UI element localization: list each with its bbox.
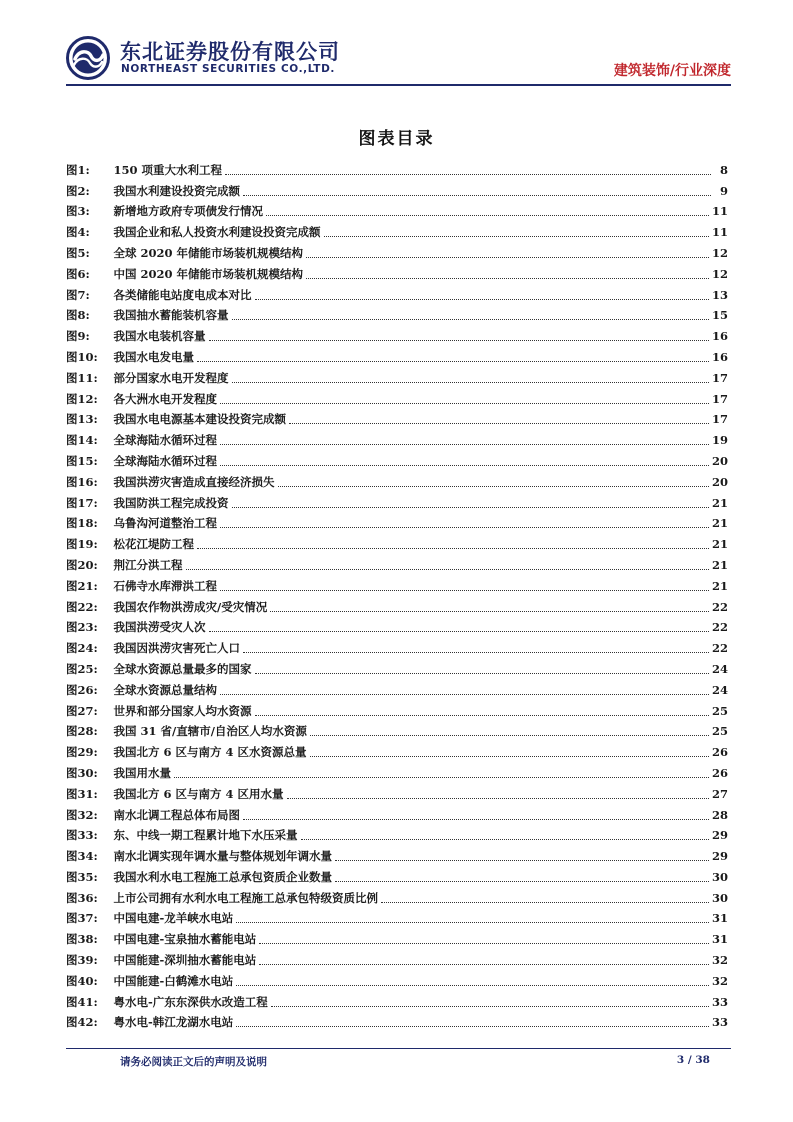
toc-leader-dots xyxy=(174,777,709,778)
toc-entry-caption: 我国因洪涝灾害死亡人口 xyxy=(113,641,240,656)
toc-entry-label: 图 xyxy=(66,973,78,988)
toc-entry-page: 27 xyxy=(711,786,728,801)
toc-entry-caption: 中国电建-宝泉抽水蓄能电站 xyxy=(113,932,257,947)
toc-entry-caption: 我国水电装机容量 xyxy=(113,329,206,344)
toc-entry-number: 9: xyxy=(77,329,90,344)
toc-entry-number: 1: xyxy=(77,162,90,177)
toc-leader-dots xyxy=(220,444,709,445)
toc-entry[interactable] xyxy=(66,219,728,240)
toc-leader-dots xyxy=(287,798,709,799)
toc-entry-caption: 我国北方 6 区与南方 4 区用水量 xyxy=(113,786,284,801)
toc-entry-caption: 松花江堤防工程 xyxy=(113,537,194,552)
toc-entry-label: 图 xyxy=(66,245,78,260)
toc-entry-caption: 东、中线一期工程累计地下水压采量 xyxy=(113,828,298,843)
toc-entry-caption: 我国北方 6 区与南方 4 区水资源总量 xyxy=(113,745,307,760)
toc-entry-label: 图 xyxy=(66,266,78,281)
toc-entry-caption: 我国水利水电工程施工总承包资质企业数量 xyxy=(113,869,332,884)
toc-entry-number: 32: xyxy=(77,807,98,822)
toc-entry[interactable] xyxy=(66,511,728,532)
toc-entry-number: 2: xyxy=(77,183,90,198)
toc-entry[interactable] xyxy=(66,906,728,927)
toc-entry-number: 8: xyxy=(77,308,90,323)
toc-entry-page: 20 xyxy=(711,474,728,489)
toc-leader-dots xyxy=(255,715,709,716)
toc-entry-page: 29 xyxy=(711,849,728,864)
toc-entry-page: 32 xyxy=(711,973,728,988)
toc-leader-dots xyxy=(197,361,709,362)
toc-entry-page: 16 xyxy=(711,349,728,364)
toc-entry-caption: 全球水资源总量结构 xyxy=(113,682,217,697)
toc-entry-label: 图 xyxy=(66,433,78,448)
toc-entry-caption: 我国企业和私人投资水利建设投资完成额 xyxy=(113,225,321,240)
header-divider xyxy=(66,84,731,86)
toc-entry[interactable] xyxy=(66,407,728,428)
toc-entry-page: 13 xyxy=(711,287,728,302)
toc-leader-dots xyxy=(310,735,709,736)
toc-entry-label: 图 xyxy=(66,308,78,323)
toc-entry-page: 21 xyxy=(711,516,728,531)
toc-entry-number: 20: xyxy=(77,557,98,572)
toc-entry-number: 34: xyxy=(77,849,98,864)
page-indicator: 3 / 38 xyxy=(676,1054,710,1066)
toc-entry-label: 图 xyxy=(66,786,78,801)
toc-entry-caption: 我国 31 省/直辖市/自治区人均水资源 xyxy=(113,724,307,739)
toc-entry-number: 33: xyxy=(77,828,98,843)
toc-leader-dots xyxy=(266,215,709,216)
toc-entry-label: 图 xyxy=(66,578,78,593)
toc-entry-label: 图 xyxy=(66,953,78,968)
toc-entry-label: 图 xyxy=(66,765,78,780)
toc-entry-page: 24 xyxy=(711,682,728,697)
toc-entry-number: 25: xyxy=(77,661,98,676)
toc-entry-number: 12: xyxy=(77,391,98,406)
company-name-en: NORTHEAST SECURITIES CO.,LTD. xyxy=(121,63,335,75)
toc-entry-page: 31 xyxy=(711,932,728,947)
toc-title: 图表目录 xyxy=(358,129,435,149)
toc-entry-label: 图 xyxy=(66,932,78,947)
toc-entry-label: 图 xyxy=(66,994,78,1009)
toc-entry-number: 10: xyxy=(77,349,98,364)
toc-entry-page: 22 xyxy=(711,641,728,656)
toc-entry[interactable] xyxy=(66,781,728,802)
toc-entry-number: 17: xyxy=(77,495,98,510)
toc-entry-caption: 各大洲水电开发程度 xyxy=(113,391,217,406)
toc-leader-dots xyxy=(278,486,709,487)
toc-entry[interactable] xyxy=(66,677,728,698)
toc-entry-caption: 我国洪涝受灾人次 xyxy=(113,620,206,635)
toc-entry[interactable] xyxy=(66,719,728,740)
toc-entry[interactable] xyxy=(66,303,728,324)
toc-entry-label: 图 xyxy=(66,828,78,843)
toc-entry[interactable] xyxy=(66,760,728,781)
toc-entry-page: 9 xyxy=(719,183,728,198)
toc-entry-number: 26: xyxy=(77,682,98,697)
toc-entry[interactable] xyxy=(66,427,728,448)
toc-entry-caption: 中国电建-龙羊峡水电站 xyxy=(113,911,234,926)
toc-leader-dots xyxy=(232,382,709,383)
toc-entry[interactable] xyxy=(66,864,728,885)
toc-entry-number: 3: xyxy=(77,204,90,219)
toc-entry-caption: 南水北调实现年调水量与整体规划年调水量 xyxy=(113,849,332,864)
toc-entry-caption: 我国水电发电量 xyxy=(113,349,194,364)
toc-entry-page: 22 xyxy=(711,599,728,614)
toc-entry-caption: 上市公司拥有水利水电工程施工总承包特级资质比例 xyxy=(113,890,378,905)
toc-entry-label: 图 xyxy=(66,724,78,739)
toc-entry-label: 图 xyxy=(66,225,78,240)
toc-entry-label: 图 xyxy=(66,807,78,822)
disclaimer-note: 请务必阅读正文后的声明及说明 xyxy=(120,1056,267,1068)
toc-leader-dots xyxy=(232,507,709,508)
toc-entry[interactable] xyxy=(66,594,728,615)
toc-entry-page: 20 xyxy=(711,453,728,468)
toc-entry-caption: 世界和部分国家人均水资源 xyxy=(113,703,252,718)
toc-leader-dots xyxy=(243,652,709,653)
toc-entry-label: 图 xyxy=(66,661,78,676)
toc-entry[interactable] xyxy=(66,448,728,469)
toc-entry-page: 17 xyxy=(711,391,728,406)
toc-entry-page: 8 xyxy=(719,162,728,177)
toc-entry[interactable] xyxy=(66,698,728,719)
toc-entry-number: 30: xyxy=(77,765,98,780)
toc-entry-number: 6: xyxy=(77,266,90,281)
toc-entry-page: 30 xyxy=(711,869,728,884)
toc-entry-number: 14: xyxy=(77,433,98,448)
toc-entry-caption: 我国防洪工程完成投资 xyxy=(113,495,229,510)
toc-leader-dots xyxy=(271,1006,709,1007)
toc-entry[interactable] xyxy=(66,739,728,760)
toc-entry-page: 17 xyxy=(711,370,728,385)
toc-entry[interactable] xyxy=(66,178,728,199)
toc-entry-page: 26 xyxy=(711,765,728,780)
toc-entry-number: 36: xyxy=(77,890,98,905)
toc-entry-page: 15 xyxy=(711,308,728,323)
toc-entry-caption: 乌鲁沟河道整治工程 xyxy=(113,516,217,531)
toc-entry-caption: 粤水电-韩江龙湖水电站 xyxy=(113,1015,234,1030)
toc-entry[interactable] xyxy=(66,157,728,178)
toc-entry-number: 19: xyxy=(77,537,98,552)
toc-entry-number: 16: xyxy=(77,474,98,489)
page-header xyxy=(66,30,731,82)
toc-entry-page: 19 xyxy=(711,433,728,448)
toc-entry-label: 图 xyxy=(66,703,78,718)
toc-entry[interactable] xyxy=(66,926,728,947)
toc-entry-page: 26 xyxy=(711,745,728,760)
toc-entry-number: 21: xyxy=(77,578,98,593)
toc-entry[interactable] xyxy=(66,323,728,344)
toc-entry[interactable] xyxy=(66,490,728,511)
toc-entry-page: 30 xyxy=(711,890,728,905)
toc-entry-number: 18: xyxy=(77,516,98,531)
toc-entry-number: 27: xyxy=(77,703,98,718)
toc-entry[interactable] xyxy=(66,947,728,968)
toc-entry[interactable] xyxy=(66,989,728,1010)
toc-entry-label: 图 xyxy=(66,537,78,552)
toc-entry-caption: 150 项重大水利工程 xyxy=(113,162,223,177)
toc-entry-page: 21 xyxy=(711,537,728,552)
toc-leader-dots xyxy=(310,756,709,757)
toc-leader-dots xyxy=(236,985,709,986)
toc-entry-caption: 荆江分洪工程 xyxy=(113,557,183,572)
toc-entry-page: 21 xyxy=(711,578,728,593)
toc-entry[interactable] xyxy=(66,240,728,261)
toc-entry-page: 21 xyxy=(711,495,728,510)
toc-entry-number: 35: xyxy=(77,869,98,884)
toc-entry-number: 4: xyxy=(77,225,90,240)
toc-entry-number: 37: xyxy=(77,911,98,926)
toc-leader-dots xyxy=(306,257,709,258)
toc-entry-page: 31 xyxy=(711,911,728,926)
toc-entry-caption: 我国农作物洪涝成灾/受灾情况 xyxy=(113,599,268,614)
toc-leader-dots xyxy=(381,902,709,903)
toc-entry[interactable] xyxy=(66,573,728,594)
toc-entry-label: 图 xyxy=(66,162,78,177)
toc-leader-dots xyxy=(289,423,709,424)
toc-entry-caption: 各类储能电站度电成本对比 xyxy=(113,287,252,302)
toc-entry-page: 25 xyxy=(711,724,728,739)
toc-entry[interactable] xyxy=(66,365,728,386)
toc-entry-caption: 全球水资源总量最多的国家 xyxy=(113,661,252,676)
toc-entry-page: 21 xyxy=(711,557,728,572)
toc-entry-page: 33 xyxy=(711,994,728,1009)
toc-entry-number: 15: xyxy=(77,453,98,468)
toc-entry-label: 图 xyxy=(66,412,78,427)
toc-entry-caption: 全球海陆水循环过程 xyxy=(113,433,217,448)
toc-entry-label: 图 xyxy=(66,849,78,864)
toc-leader-dots xyxy=(255,673,709,674)
toc-entry-number: 13: xyxy=(77,412,98,427)
toc-entry-label: 图 xyxy=(66,599,78,614)
toc-entry[interactable] xyxy=(66,282,728,303)
toc-entry-caption: 部分国家水电开发程度 xyxy=(113,370,229,385)
toc-entry-page: 29 xyxy=(711,828,728,843)
toc-entry-label: 图 xyxy=(66,869,78,884)
toc-entry-label: 图 xyxy=(66,516,78,531)
toc-leader-dots xyxy=(255,299,709,300)
toc-leader-dots xyxy=(220,527,709,528)
toc-entry-label: 图 xyxy=(66,682,78,697)
toc-entry[interactable] xyxy=(66,531,728,552)
toc-entry-label: 图 xyxy=(66,557,78,572)
toc-entry-page: 12 xyxy=(711,245,728,260)
toc-entry-caption: 我国洪涝灾害造成直接经济损失 xyxy=(113,474,275,489)
toc-entry-caption: 我国用水量 xyxy=(113,765,171,780)
toc-leader-dots xyxy=(243,819,709,820)
toc-entry-number: 24: xyxy=(77,641,98,656)
toc-leader-dots xyxy=(335,860,709,861)
toc-leader-dots xyxy=(197,548,709,549)
toc-entry[interactable] xyxy=(66,199,728,220)
toc-entry-label: 图 xyxy=(66,391,78,406)
toc-entry-number: 23: xyxy=(77,620,98,635)
toc-entry-label: 图 xyxy=(66,453,78,468)
toc-entry-caption: 中国能建-深圳抽水蓄能电站 xyxy=(113,953,257,968)
toc-entry[interactable] xyxy=(66,552,728,573)
toc-entry[interactable] xyxy=(66,615,728,636)
toc-entry-caption: 新增地方政府专项债发行情况 xyxy=(113,204,263,219)
toc-leader-dots xyxy=(306,278,709,279)
toc-entry[interactable] xyxy=(66,823,728,844)
toc-entry[interactable] xyxy=(66,885,728,906)
toc-leader-dots xyxy=(186,569,709,570)
toc-entry-page: 16 xyxy=(711,329,728,344)
toc-entry-page: 28 xyxy=(711,807,728,822)
toc-entry-page: 25 xyxy=(711,703,728,718)
toc-entry-number: 7: xyxy=(77,287,90,302)
company-name-cn: 东北证券股份有限公司 xyxy=(120,40,340,64)
toc-leader-dots xyxy=(301,839,709,840)
toc-entry[interactable] xyxy=(66,344,728,365)
toc-entry-label: 图 xyxy=(66,620,78,635)
toc-leader-dots xyxy=(220,403,709,404)
toc-leader-dots xyxy=(232,319,709,320)
toc-entry-number: 40: xyxy=(77,973,98,988)
toc-entry-label: 图 xyxy=(66,745,78,760)
toc-entry[interactable] xyxy=(66,635,728,656)
toc-entry-caption: 粤水电-广东东深供水改造工程 xyxy=(113,994,268,1009)
toc-entry-page: 24 xyxy=(711,661,728,676)
figure-list xyxy=(66,157,728,1030)
report-type: 建筑装饰/行业深度 xyxy=(613,63,731,79)
toc-entry[interactable] xyxy=(66,656,728,677)
toc-leader-dots xyxy=(220,590,709,591)
toc-leader-dots xyxy=(236,1026,709,1027)
toc-entry-page: 32 xyxy=(711,953,728,968)
toc-entry[interactable] xyxy=(66,1010,728,1031)
toc-entry-caption: 石佛寺水库滞洪工程 xyxy=(113,578,217,593)
toc-leader-dots xyxy=(236,922,709,923)
toc-entry-number: 31: xyxy=(77,786,98,801)
toc-entry-number: 39: xyxy=(77,953,98,968)
toc-entry-caption: 全球 2020 年储能市场装机规模结构 xyxy=(113,245,304,260)
toc-entry-number: 29: xyxy=(77,745,98,760)
toc-entry-label: 图 xyxy=(66,370,78,385)
toc-entry-number: 42: xyxy=(77,1015,98,1030)
toc-entry-caption: 我国抽水蓄能装机容量 xyxy=(113,308,229,323)
toc-entry[interactable] xyxy=(66,968,728,989)
toc-leader-dots xyxy=(335,881,709,882)
toc-leader-dots xyxy=(209,631,709,632)
toc-entry-caption: 南水北调工程总体布局图 xyxy=(113,807,240,822)
toc-leader-dots xyxy=(324,236,709,237)
toc-entry-caption: 全球海陆水循环过程 xyxy=(113,453,217,468)
toc-entry[interactable] xyxy=(66,386,728,407)
toc-entry-page: 12 xyxy=(711,266,728,281)
toc-entry-label: 图 xyxy=(66,890,78,905)
toc-leader-dots xyxy=(220,694,709,695)
toc-entry-label: 图 xyxy=(66,1015,78,1030)
toc-leader-dots xyxy=(209,340,709,341)
toc-leader-dots xyxy=(225,174,711,175)
toc-entry-number: 38: xyxy=(77,932,98,947)
toc-entry-label: 图 xyxy=(66,474,78,489)
toc-leader-dots xyxy=(220,465,709,466)
toc-entry-caption: 中国 2020 年储能市场装机规模结构 xyxy=(113,266,304,281)
toc-entry[interactable] xyxy=(66,469,728,490)
toc-leader-dots xyxy=(243,195,711,196)
toc-entry-label: 图 xyxy=(66,349,78,364)
toc-entry-label: 图 xyxy=(66,911,78,926)
toc-entry-label: 图 xyxy=(66,204,78,219)
toc-entry-page: 11 xyxy=(711,225,728,240)
toc-entry-number: 41: xyxy=(77,994,98,1009)
northeast-securities-logo-icon xyxy=(66,36,110,80)
toc-entry-label: 图 xyxy=(66,329,78,344)
toc-entry-label: 图 xyxy=(66,495,78,510)
toc-entry[interactable] xyxy=(66,261,728,282)
toc-leader-dots xyxy=(259,943,709,944)
toc-entry-label: 图 xyxy=(66,183,78,198)
toc-entry-page: 17 xyxy=(711,412,728,427)
toc-entry-label: 图 xyxy=(66,641,78,656)
toc-leader-dots xyxy=(259,964,709,965)
toc-entry-number: 22: xyxy=(77,599,98,614)
toc-entry-page: 11 xyxy=(711,204,728,219)
toc-entry[interactable] xyxy=(66,843,728,864)
toc-entry-number: 11: xyxy=(77,370,98,385)
toc-entry-caption: 中国能建-白鹤滩水电站 xyxy=(113,973,234,988)
toc-entry-caption: 我国水电电源基本建设投资完成额 xyxy=(113,412,286,427)
toc-entry-caption: 我国水利建设投资完成额 xyxy=(113,183,240,198)
toc-entry-page: 33 xyxy=(711,1015,728,1030)
toc-entry-label: 图 xyxy=(66,287,78,302)
toc-leader-dots xyxy=(270,611,709,612)
footer-divider xyxy=(66,1048,731,1049)
toc-entry-number: 5: xyxy=(77,245,90,260)
toc-entry-page: 22 xyxy=(711,620,728,635)
toc-entry[interactable] xyxy=(66,802,728,823)
toc-entry-number: 28: xyxy=(77,724,98,739)
